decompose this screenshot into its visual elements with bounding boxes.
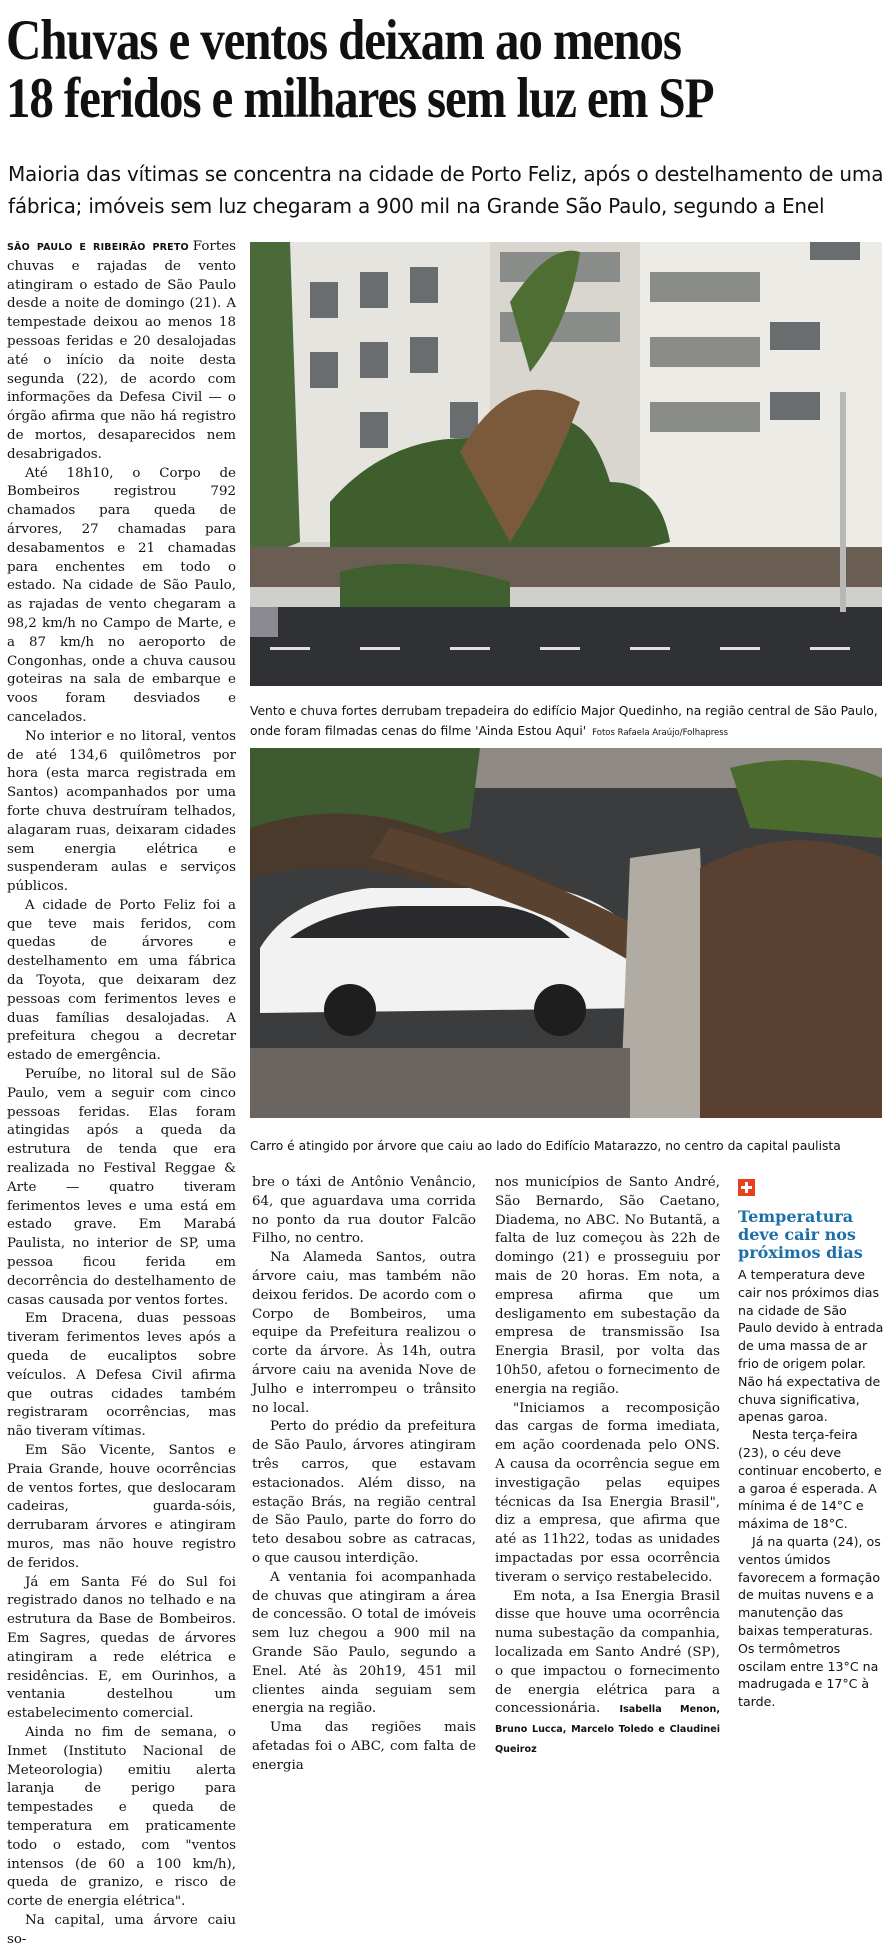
dateline: SÃO PAULO E RIBEIRÃO PRETO (7, 242, 189, 253)
article-paragraph: No interior e no litoral, ventos de até 134,6 quilômetros por hora (esta marca registrada em Santos) acompanhados por uma forte chuva destruíram telhados, alagaram ruas, deixaram cidades sem energia elétrica e suspenderam aulas e serviços públicos. (7, 728, 236, 895)
photo-car-tree-image (250, 748, 882, 1118)
article-column-1 (7, 238, 236, 1950)
byline: Isabella Menon, Bruno Lucca, Marcelo Toledo e Claudinei Queiroz (495, 1704, 720, 1755)
article-paragraph: Já em Santa Fé do Sul foi registrado danos no telhado e na estrutura da Base de Bombeiros. Em Sagres, quedas de árvores atingiram a rede elétrica e residências. E, em Ourinhos, a ventania destelhou um estabelecimento comercial. (7, 1574, 236, 1722)
photo-caption-1: Vento e chuva fortes derrubam trepadeira do edifício Major Quedinho, na região central de São Paulo, onde foram filmadas cenas do filme 'Ainda Estou Aqui' Fotos Rafaela Araújo/Folhapress (250, 704, 878, 739)
article-paragraph: Perto do prédio da prefeitura de São Paulo, árvores atingiram três carros, que estavam estacionados. Além disso, na estação Brás, na região central de São Paulo, parte do forro do teto desabou sobre as catracas, o que causou interdição. (252, 1419, 476, 1566)
plus-icon (738, 1179, 755, 1196)
article-paragraph: bre o táxi de Antônio Venâncio, 64, que aguardava uma corrida no ponto da rua doutor Falcão Filho, no centro. (252, 1175, 476, 1247)
article-paragraph: Na capital, uma árvore caiu so- (7, 1912, 236, 1947)
photo-caption-2: Carro é atingido por árvore que caiu ao lado do Edifício Matarazzo, no centro da capital paulista (250, 1139, 841, 1154)
article-paragraph: Ainda no fim de semana, o Inmet (Instituto Nacional de Meteorologia) emitiu alerta laranja de perigo para tempestades e queda de temperatura em praticamente todo o estado, com "ventos intensos (de 60 a 100 km/h), queda de granizo, e risco de corte de energia elétrica". (7, 1724, 236, 1910)
article-paragraph: Em Dracena, duas pessoas tiveram ferimentos leves após a queda de eucaliptos sobre veículos. A Defesa Civil afirma que outras cidades também registraram ocorrências, mas não tiveram vítimas. (7, 1311, 236, 1440)
headline-line-2: 18 feridos e milhares sem luz em SP (6, 67, 714, 130)
subheadline: Maioria das vítimas se concentra na cidade de Porto Feliz, após o destelhamento de uma fábrica; imóveis sem luz chegaram a 900 mil na Grande São Paulo, segundo a Enel (8, 162, 884, 218)
article-column-2 (252, 1174, 476, 1776)
headline (6, 9, 768, 130)
photo-building-vine-image (250, 242, 882, 686)
sidebar-paragraph: A temperatura deve cair nos próximos dias na cidade de São Paulo devido à entrada de uma massa de ar frio de origem polar. Não há expectativa de chuva significativa, apenas garoa. (738, 1267, 884, 1425)
article-paragraph: SÃO PAULO E RIBEIRÃO PRETO Fortes chuvas e rajadas de vento atingiram o estado de São Paulo desde a noite de domingo (21). A tempestade deixou ao menos 18 pessoas feridas e 20 desalojadas até o início da noite desta segunda (22), de acordo com informações da Defesa Civil — o órgão afirma que não há registro de mortos, desaparecidos nem desabrigados. (7, 239, 236, 462)
headline-line-1: Chuvas e ventos deixam ao menos (6, 9, 681, 72)
article-paragraph: "Iniciamos a recomposição das cargas de forma imediata, em ação coordenada pelo ONS. A causa da ocorrência segue em investigação pelas equipes técnicas da Isa Energia Brasil", diz a empresa, que afirma que até as 11h22, todas as unidades impactadas por essa ocorrência tiveram o serviço restabelecido. (495, 1400, 720, 1585)
article-paragraph: Em nota, a Isa Energia Brasil disse que houve uma ocorrência numa subestação da companhia, localizada em Santo André (SP), o que impactou o fornecimento de energia elétrica para a concessionária. Isabella Menon, Bruno Lucca, Marcelo Toledo e Claudinei Queiroz (495, 1588, 720, 1755)
article-paragraph: Na Alameda Santos, outra árvore caiu, mas também não deixou feridos. De acordo com o Corpo de Bombeiros, uma equipe da Prefeitura realizou o corte da árvore. Às 14h, outra árvore caiu na avenida Nove de Julho e interrompeu o trânsito no local. (252, 1250, 476, 1416)
sidebar-paragraph: Nesta terça-feira (23), o céu deve continuar encoberto, e a garoa é esperada. A mínima é de 14°C e máxima de 18°C. (738, 1427, 882, 1532)
article-paragraph: Até 18h10, o Corpo de Bombeiros registrou 792 chamados para queda de árvores, 27 chamadas para desabamentos e 21 chamadas para enchentes em todo o estado. Na cidade de São Paulo, as rajadas de vento chegaram a 98,2 km/h no Campo de Marte, e a 87 km/h no aeroporto de Congonhas, onde a chuva causou goteiras na sala de embarque e voos foram desviados e cancelados. (7, 465, 236, 725)
article-paragraph: Peruíbe, no litoral sul de São Paulo, vem a seguir com cinco pessoas feridas. Elas foram atingidas após a queda da estrutura de tenda que era realizada no Festival Reggae & Arte — quatro tiveram ferimentos leves e uma está em estado grave. Em Marabá Paulista, no interior de SP, uma pessoa ficou ferida em decorrência do destelhamento de casas causada por ventos fortes. (7, 1067, 236, 1308)
article-column-3 (495, 1174, 720, 1760)
photo-credit: Fotos Rafaela Araújo/Folhapress (592, 728, 729, 739)
article-paragraph: A ventania foi acompanhada de chuvas que atingiram a área de concessão. O total de imóveis sem luz chegou a 900 mil na Grande São Paulo, segundo a Enel. Até às 20h19, 451 mil clientes ainda seguiam sem energia na região. (252, 1569, 476, 1717)
sidebar-body (738, 1266, 884, 1711)
sidebar-title: Temperatura deve cair nos próximos dias (738, 1207, 863, 1262)
sidebar-paragraph: Já na quarta (24), os ventos úmidos favorecem a formação de muitas nuvens e a manutenção das baixas temperaturas. Os termômetros oscilam entre 13°C na madrugada e 17°C à tarde. (738, 1533, 881, 1710)
photo-car-tree (250, 748, 882, 1118)
photo-building-vine (250, 242, 882, 686)
article-paragraph: A cidade de Porto Feliz foi a que teve mais feridos, com quedas de árvores e destelhamento em uma fábrica da Toyota, que deixaram dez pessoas com ferimentos leves e duas famílias desalojadas. A prefeitura chegou a decretar estado de emergência. (7, 897, 236, 1064)
article-paragraph: Em São Vicente, Santos e Praia Grande, houve ocorrências de ventos fortes, que deslocaram cadeiras, guarda-sóis, derrubaram árvores e atingiram muros, mas não houve registro de feridos. (7, 1443, 236, 1571)
article-paragraph: nos municípios de Santo André, São Bernardo, São Caetano, Diadema, no ABC. No Butantã, a falta de luz começou às 22h de domingo (21) e prosseguiu por mais de 20 horas. Em nota, a empresa afirma que um desligamento em subestação da empresa de transmissão Isa Energia Brasil, por volta das 10h50, afetou o fornecimento de energia na região. (495, 1175, 720, 1397)
article-paragraph: Uma das regiões mais afetadas foi o ABC, com falta de energia (252, 1720, 476, 1773)
